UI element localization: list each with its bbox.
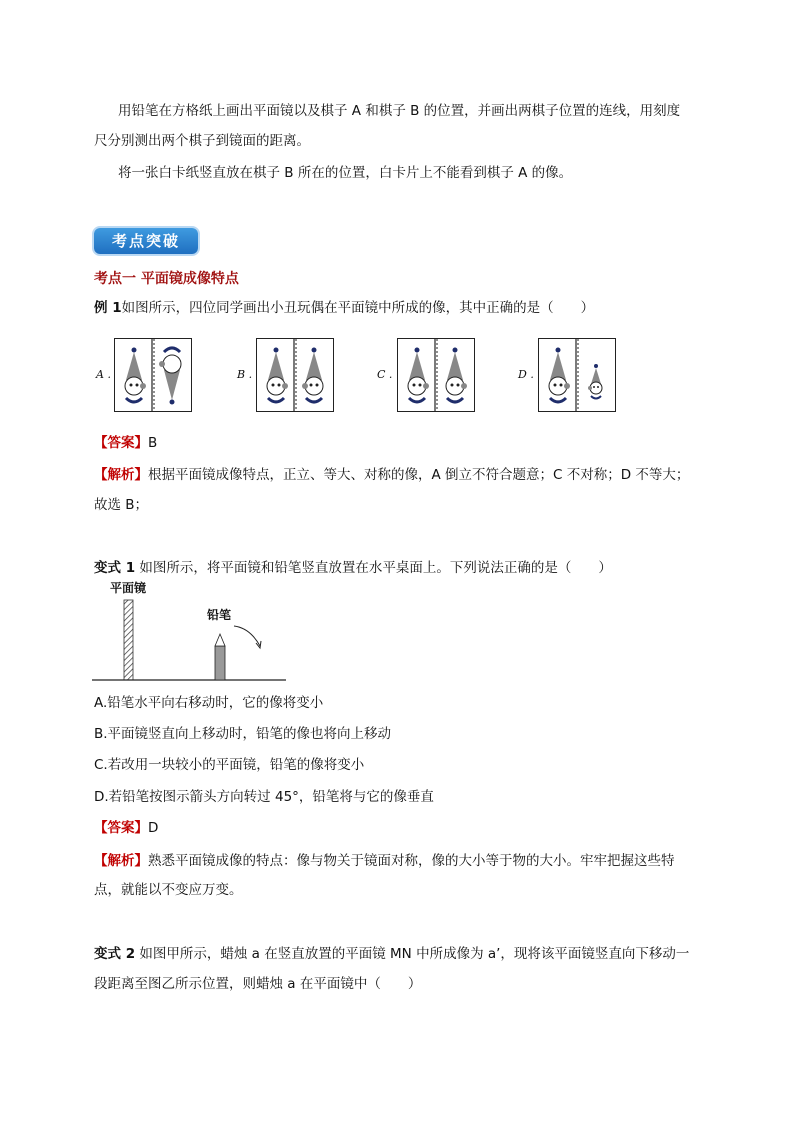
variant1-answer-tag: 【答案】 — [94, 820, 148, 836]
variant1-question — [94, 557, 612, 579]
option-c-label: C . — [377, 368, 393, 381]
section-badge: 考点突破 — [94, 228, 198, 254]
option-a-label: A . — [96, 368, 111, 381]
kaodian-title: 考点一 平面镜成像特点 — [94, 271, 239, 287]
variant2-label: 变式 2 — [94, 946, 136, 962]
option-c-figure — [397, 338, 475, 412]
intro-line-3: 将一张白卡纸竖直放在棋子 B 所在的位置，白卡片上不能看到棋子 A 的像。 — [118, 165, 573, 181]
option-b-figure — [256, 338, 334, 412]
variant1-analysis-line-2: 点，就能以不变应万变。 — [94, 882, 243, 898]
variant1-option-c: C.若改用一块较小的平面镜，铅笔的像将变小 — [94, 757, 365, 773]
variant1-text: 如图所示，将平面镜和铅笔竖直放置在水平桌面上。下列说法正确的是（ ） — [139, 560, 612, 576]
variant1-analysis-text: 熟悉平面镜成像的特点：像与物关于镜面对称，像的大小等于物的大小。牢牢把握这些特 — [148, 853, 675, 869]
mirror-pencil-diagram — [92, 596, 292, 686]
variant2-text-1: 如图甲所示，蜡烛 a 在竖直放置的平面镜 MN 中所成像为 a’，现将该平面镜竖直向下移动一 — [139, 946, 690, 962]
example1-answer — [94, 432, 157, 454]
example1-analysis-line-2: 故选 B； — [94, 497, 149, 513]
variant1-option-b: B.平面镜竖直向上移动时，铅笔的像也将向上移动 — [94, 726, 392, 742]
option-b-label: B . — [237, 368, 253, 381]
option-d-figure — [538, 338, 616, 412]
option-a-figure — [114, 338, 192, 412]
variant1-label: 变式 1 — [94, 560, 136, 576]
mirror-label: 平面镜 — [110, 581, 147, 595]
variant1-analysis-line-1 — [94, 850, 675, 872]
variant1-option-a: A.铅笔水平向右移动时，它的像将变小 — [94, 695, 324, 711]
example1-label: 例 1 — [94, 300, 122, 316]
example1-answer-value: B — [148, 435, 158, 451]
intro-line-1: 用铅笔在方格纸上画出平面镜以及棋子 A 和棋子 B 的位置，并画出两棋子位置的连线，用刻度 — [118, 103, 681, 119]
option-d-label: D . — [518, 368, 534, 381]
variant1-answer — [94, 817, 158, 839]
example1-analysis-tag: 【解析】 — [94, 467, 148, 483]
example1-answer-tag: 【答案】 — [94, 435, 148, 451]
variant1-analysis-tag: 【解析】 — [94, 853, 148, 869]
variant2-question-line-1 — [94, 943, 689, 965]
example1-text: 如图所示，四位同学画出小丑玩偶在平面镜中所成的像，其中正确的是（ ） — [121, 300, 595, 316]
variant1-option-d: D.若铅笔按图示箭头方向转过 45°，铅笔将与它的像垂直 — [94, 789, 434, 805]
example1-analysis-text: 根据平面镜成像特点，正立、等大、对称的像，A 倒立不符合题意；C 不对称；D 不等大； — [148, 467, 690, 483]
pencil-label: 铅笔 — [207, 608, 232, 622]
variant1-answer-value: D — [148, 820, 159, 836]
example1-question — [94, 297, 594, 319]
example1-analysis-line-1 — [94, 464, 689, 486]
variant2-question-line-2: 段距离至图乙所示位置，则蜡烛 a 在平面镜中（ ） — [94, 976, 422, 992]
intro-line-2: 尺分别测出两个棋子到镜面的距离。 — [94, 133, 310, 149]
